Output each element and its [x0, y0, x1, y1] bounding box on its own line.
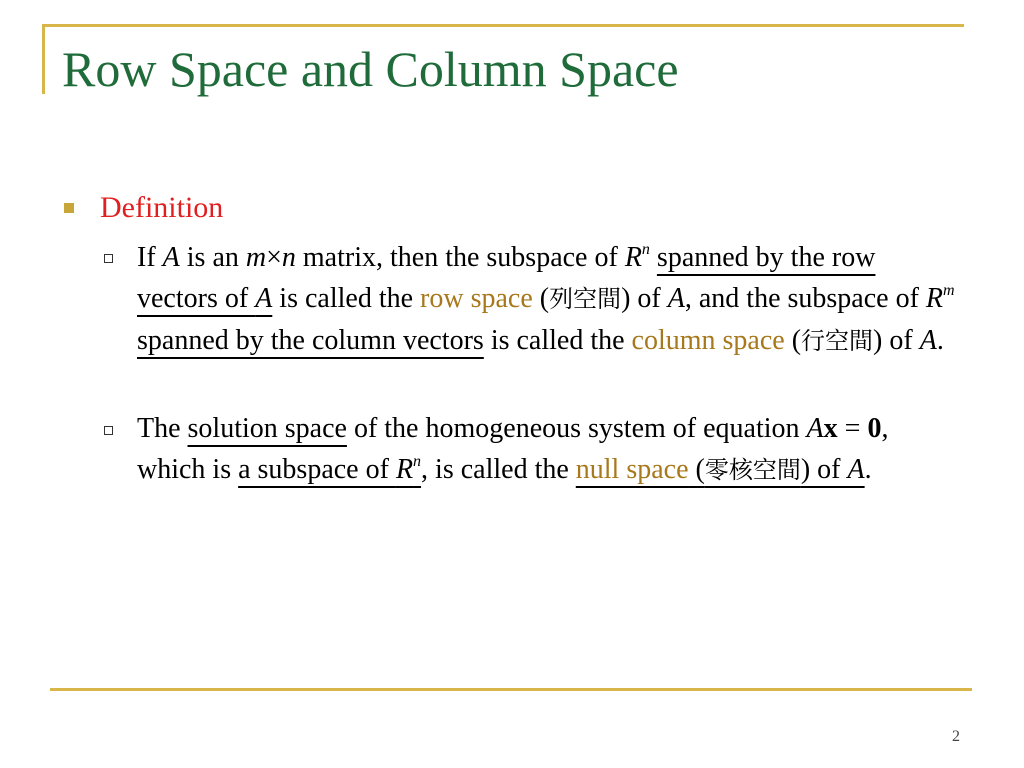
definition-paragraph-null-space: The solution space of the homogeneous system of equation Ax = 0, which is a subspace of $R^n$, is called the null space (零核空間) of A. [137, 413, 889, 485]
bottom-border-line [50, 688, 972, 691]
underlined-phrase: a subspace of $R^n$ [238, 453, 422, 485]
definition-heading: Definition [100, 191, 224, 224]
hollow-square-bullet-icon [104, 254, 113, 263]
left-border-line [42, 24, 45, 94]
null-space-phrase: null space (零核空間) of A [575, 454, 865, 485]
hollow-square-bullet-icon [104, 426, 113, 435]
underlined-phrase: solution space [187, 413, 347, 444]
underlined-phrase: spanned by the row vectors of A [137, 242, 876, 314]
page-number: 2 [952, 728, 960, 745]
bullet-square-icon [64, 203, 74, 213]
slide-title: Row Space and Column Space [62, 41, 679, 97]
definition-paragraph-row-column: If A is an m×n matrix, then the subspace of $R^n$ spanned by the row vectors of A is called the row space (列空間) of A, and the subspace of $R^m$ spanned by the column vectors is called the column space (行空間) of A. [137, 241, 955, 356]
null-space-term: null space [575, 454, 689, 485]
column-space-term: column space [631, 325, 785, 356]
top-border-line [42, 24, 964, 27]
row-space-term: row space [420, 283, 533, 314]
underlined-phrase: spanned by the column vectors [137, 325, 484, 356]
